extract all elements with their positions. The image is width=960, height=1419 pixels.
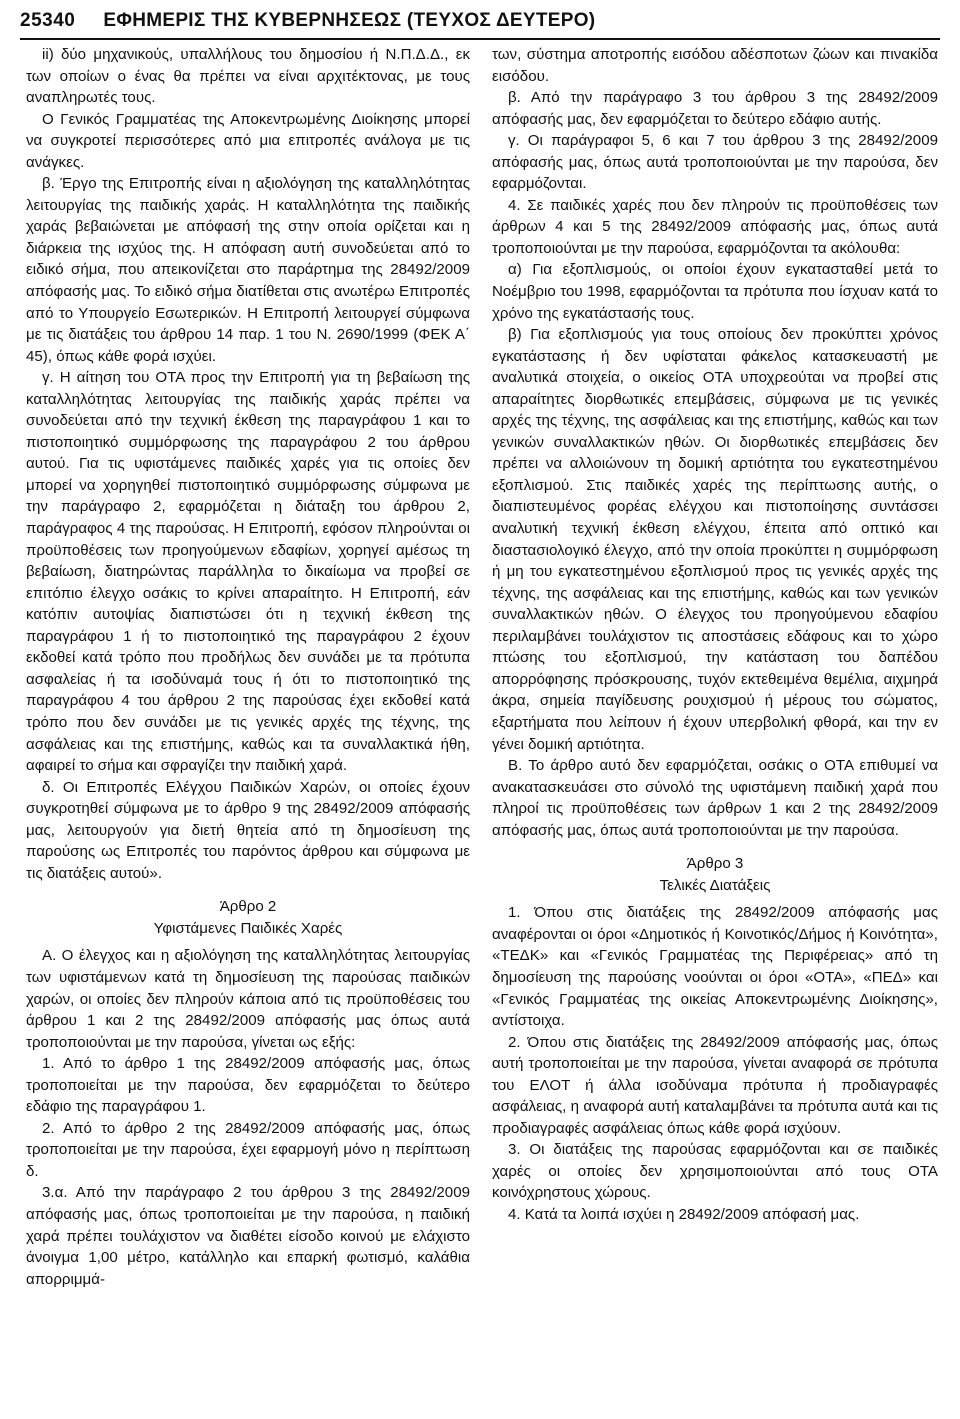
page-number: 25340 — [20, 10, 76, 31]
paragraph: 3.α. Από την παράγραφο 2 του άρθρου 3 της 28492/2009 απόφασής μας, όπως τροποποιείται με την παρούσα, η παιδική χαρά πρέπει τουλάχιστον να διαθέτει είσοδο κοινού με ελάχιστο άνοιγμα 1,00 μέτρο, κατάλληλο και επαρκή φωτισμό, καλάθια απορριμμά- — [26, 1184, 470, 1288]
paragraph: γ. Η αίτηση του ΟΤΑ προς την Επιτροπή για τη βεβαίωση της καταλληλότητας λειτουργίας της παιδικής χαράς πρέπει να συνοδεύεται από την τεχνική έκθεση της παραγράφου 1 και το πιστοποιητικό συμμόρφωσης της παραγράφου 2 του άρθρου αυτού. Για τις υφιστάμενες παιδικές χαρές για τις οποίες δεν μπορεί να χορηγηθεί πιστοποιητικό συμμόρφωσης σύμφωνα με την παράγραφο 2, εφαρμόζεται η διάταξη του άρθρου 2, παράγραφος 4 της παρούσας. Η Επιτροπή, εφόσον πληρούνται οι προϋποθέσεις των προηγούμενων εδαφίων, χορηγεί αμέσως τη βεβαίωση, διατηρώντας παράλληλα το δικαίωμα να προβεί σε επιτόπιο έλεγχο οσάκις το κρίνει απαραίτητο. Η Επιτροπή, εάν κατόπιν αυτοψίας διαπιστώσει ότι η τεχνική έκθεση της παραγράφου 1 ή το πιστοποιητικό της παραγράφου 2 έχουν εκδοθεί κατά τρόπο που προδήλως δεν συνάδει με τα πρότυπα ασφαλείας ή τα ισοδύναμά τους ή ότι το πιστοποιητικό της παραγράφου 4 του άρθρου 2 της παρούσας έχει εκδοθεί κατά τρόπο που δεν συνάδει με τις γενικές αρχές της τέχνης, της ασφάλειας και της επιστήμης, καθώς και τα συναλλακτικά ήθη, αφαιρεί το σήμα και σφραγίζει την παιδική χαρά. — [26, 369, 470, 775]
paragraph: α) Για εξοπλισμούς, οι οποίοι έχουν εγκατασταθεί μετά το Νοέμβριο του 1998, εφαρμόζονται τα πρότυπα που ίσχυαν κατά το χρόνο της εγκατάστασής τους. — [492, 261, 938, 322]
paragraph: των, σύστημα αποτροπής εισόδου αδέσποτων ζώων και πινακίδα εισόδου. — [492, 46, 938, 85]
paragraph: ii) δύο μηχανικούς, υπαλλήλους του δημοσίου ή Ν.Π.Δ.Δ., εκ των οποίων ο ένας θα πρέπει να είναι αρχιτέκτονας, με τους αναπληρωτές τους. — [26, 46, 470, 107]
paragraph: Ο Γενικός Γραμματέας της Αποκεντρωμένης Διοίκησης μπορεί να συγκροτεί περισσότερες από μια επιτροπές ανάλογα με τις ανάγκες. — [26, 110, 470, 171]
header-rule — [20, 38, 940, 40]
paragraph: 1. Όπου στις διατάξεις της 28492/2009 απόφασής μας αναφέρονται οι όροι «Δημοτικός ή Κοινοτικός/Δήμος ή Κοινότητα», «ΤΕΔΚ» και «Γενικός Γραμματέας της Περιφέρειας» από τη δημοσίευση της παρούσης νοούνται οι όροι «ΟΤΑ», «ΠΕΔ» και «Γενικός Γραμματέας της οικείας Αποκεντρωμένης Διοίκησης», αντίστοιχα. — [492, 904, 938, 1030]
paragraph: δ. Οι Επιτροπές Ελέγχου Παιδικών Χαρών, οι οποίες έχουν συγκροτηθεί σύμφωνα με το άρθρο 9 της 28492/2009 απόφασής μας, λειτουργούν για διετή θητεία από τη δημοσίευση της παρούσης ως Επιτροπές του παρόντος άρθρου και σύμφωνα με τις διατάξεις αυτού». — [26, 778, 470, 882]
right-column — [492, 44, 938, 1226]
paragraph: γ. Οι παράγραφοι 5, 6 και 7 του άρθρου 3 της 28492/2009 απόφασής μας, όπως αυτά τροποποιούνται με την παρούσα, δεν εφαρμόζονται. — [492, 132, 938, 193]
paragraph: 1. Από το άρθρο 1 της 28492/2009 απόφασής μας, όπως τροποποιείται με την παρούσα, δεν εφαρμόζεται το δεύτερο εδάφιο της παραγράφου 1. — [26, 1055, 470, 1116]
left-column — [26, 44, 470, 1290]
paragraph: 2. Από το άρθρο 2 της 28492/2009 απόφασής μας, όπως τροποποιείται με την παρούσα, έχει εφαρμογή μόνο η περίπτωση δ. — [26, 1119, 470, 1180]
spacer — [492, 841, 938, 853]
article-2-subtitle: Υφιστάμενες Παιδικές Χαρές — [153, 919, 343, 937]
paragraph: β) Για εξοπλισμούς για τους οποίους δεν προκύπτει χρόνος εγκατάστασης ή δεν υφίσταται φάκελος κατασκευαστή με αναλυτικά στοιχεία, ο οικείος ΟΤΑ υποχρεούται να προβεί στις απαραίτητες διορθωτικές επεμβάσεις, σύμφωνα με τις γενικές αρχές της τέχνης, της ασφάλειας και της επιστήμης, καθώς και των γενικών συναλλακτικών ηθών. Οι διορθωτικές επεμβάσεις δεν πρέπει να αλλοιώνουν τη δομική αρτιότητα του εγκατεστημένου εξοπλισμού. Στις παιδικές χαρές της περίπτωσης αυτής, ο διαπιστευμένος φορέας ελέγχου και πιστοποίησης συντάσσει αναλυτική τεχνική έκθεση ελέγχου, έπειτα από οπτικό και διαστασιολογικό έλεγχο, από την οποία προκύπτει η συμμόρφωση ή μη του εγκατεστημένου εξοπλισμού προς τις γενικές αρχές της τέχνης, της ασφάλειας και της επιστήμης, καθώς και των γενικών συναλλακτικών ηθών. Ο έλεγχος του προηγούμενου εδαφίου περιλαμβάνει τουλάχιστον τις αποστάσεις εδάφους και το χώρο πτώσης του εξοπλισμού, την κατάσταση του δαπέδου απορρόφησης πρόσκρουσης, τυχόν εκτεθειμένα θεμέλια, αιχμηρά άκρα, σημεία παγίδευσης ρουχισμού ή μέρους του σώματος, εξαρτήματα που λείπουν ή έχουν υπερβολική φθορά, και την εν γένει δομική αρτιότητα. — [492, 326, 938, 753]
paragraph: Α. Ο έλεγχος και η αξιολόγηση της καταλληλότητας λειτουργίας των υφιστάμενων κατά τη δημοσίευση της παρούσας παιδικών χαρών, οι οποίες δεν πληρούν κάποια από τις προϋποθέσεις του άρθρου 1 και 2 της 28492/2009 απόφασής μας όπως αυτά τροποποιούνται με την παρούσα, γίνεται ως εξής: — [26, 947, 470, 1051]
paragraph: 4. Κατά τα λοιπά ισχύει η 28492/2009 απόφασή μας. — [508, 1205, 860, 1223]
paragraph: 2. Όπου στις διατάξεις της 28492/2009 απόφασής μας, όπως αυτή τροποποιείται με την παρούσα, γίνεται αναφορά σε πρότυπα του ΕΛΟΤ ή άλλα ισοδύναμα πρότυπα ή προδιαγραφές ασφάλειας, η αναφορά αυτή καταλαμβάνει τα πρότυπα αυτά και τις προδιαγραφές ασφάλειας όπως κάθε φορά ισχύουν. — [492, 1033, 938, 1137]
spacer — [26, 884, 470, 896]
article-3-subtitle: Τελικές Διατάξεις — [659, 876, 771, 894]
paragraph: 3. Οι διατάξεις της παρούσας εφαρμόζονται και σε παιδικές χαρές οι οποίες δεν χρησιμοποιούνται από τους ΟΤΑ κοινόχρηστους χώρους. — [492, 1141, 938, 1202]
article-2-title: Άρθρο 2 — [219, 898, 277, 916]
paragraph: Β. Το άρθρο αυτό δεν εφαρμόζεται, οσάκις ο ΟΤΑ επιθυμεί να ανακατασκευάσει στο σύνολό της υφιστάμενη παιδική χαρά που πληροί τις προϋποθέσεις των άρθρων 1 και 2 της 28492/2009 απόφασής μας, όπως αυτά τροποποιούνται με την παρούσα. — [492, 757, 938, 839]
paragraph: β. Έργο της Επιτροπής είναι η αξιολόγηση της καταλληλότητας λειτουργίας της παιδικής χαράς. Η καταλληλότητα της παιδικής χαράς βεβαιώνεται με απόφασή της στην οποία ορίζεται και η διάρκεια της ισχύος της. Η απόφαση αυτή συνοδεύεται από το ειδικό σήμα, που απεικονίζεται στο παράρτημα της 28492/2009 απόφασής μας. Το ειδικό σήμα διατίθεται στις ανωτέρω Επιτροπές από το Υπουργείο Εσωτερικών. Η Επιτροπή λειτουργεί σύμφωνα με τις διατάξεις του άρθρου 14 παρ. 1 του Ν. 2690/1999 (ΦΕΚ Α΄ 45), όπως κάθε φορά ισχύει. — [26, 175, 470, 365]
paragraph: β. Από την παράγραφο 3 του άρθρου 3 της 28492/2009 απόφασής μας, δεν εφαρμόζεται το δεύτερο εδάφιο αυτής. — [492, 89, 938, 128]
page-header — [20, 4, 940, 38]
gazette-title: ΕΦΗΜΕΡΙΣ ΤΗΣ ΚΥΒΕΡΝΗΣΕΩΣ (ΤΕΥΧΟΣ ΔΕΥΤΕΡΟ) — [103, 10, 596, 31]
article-3-title: Άρθρο 3 — [686, 855, 744, 873]
paragraph: 4. Σε παιδικές χαρές που δεν πληρούν τις προϋποθέσεις των άρθρων 4 και 5 της 28492/2009 απόφασής μας, όπως αυτά τροποποιούνται με την παρούσα, εφαρμόζονται τα ακόλουθα: — [492, 196, 938, 257]
